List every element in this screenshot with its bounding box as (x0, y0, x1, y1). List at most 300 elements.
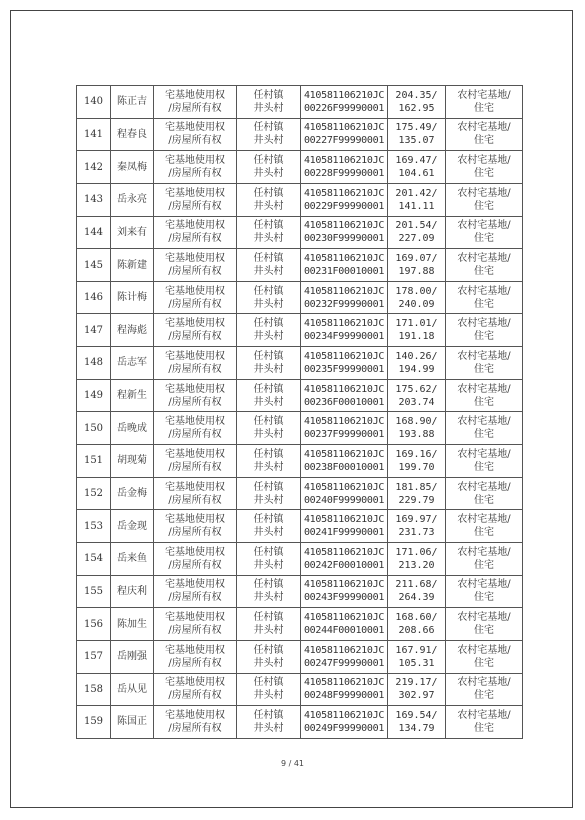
area-value-cell (388, 575, 446, 608)
unit-code-line-1: 410581106210JC (303, 253, 385, 265)
right-type-line-2: /房屋所有权 (168, 396, 222, 408)
unit-code-line-2: 00230F99990001 (303, 233, 385, 245)
unit-code-cell (301, 673, 388, 706)
table-row (77, 281, 523, 314)
land-use-line-1: 农村宅基地/ (457, 253, 511, 265)
location-line-1: 任村镇 (253, 318, 284, 330)
land-use-cell (446, 412, 523, 445)
unit-code-line-2: 00247F99990001 (303, 657, 385, 669)
owner-name: 岳永亮 (117, 194, 147, 206)
right-type-line-1: 宅基地使用权 (165, 579, 225, 591)
record-number-cell (77, 575, 111, 608)
owner-name: 程新生 (117, 390, 147, 402)
area-value-line-1: 168.90/ (395, 416, 438, 428)
unit-code-line-1: 410581106210JC (303, 285, 385, 297)
owner-name-cell (111, 510, 154, 543)
area-value-line-1: 211.68/ (395, 579, 438, 591)
land-use-line-1: 农村宅基地/ (457, 448, 511, 460)
land-use-cell (446, 183, 523, 216)
area-value-line-1: 169.47/ (395, 155, 438, 167)
location-cell (237, 640, 301, 673)
land-use-line-2: 住宅 (474, 168, 494, 180)
unit-code-line-2: 00241F99990001 (303, 527, 385, 539)
unit-code-cell (301, 706, 388, 739)
right-type-line-2: /房屋所有权 (168, 102, 222, 114)
record-number-cell (77, 510, 111, 543)
unit-code-line-1: 410581106210JC (303, 318, 385, 330)
land-use-line-2: 住宅 (474, 625, 494, 637)
location-line-2: 井头村 (253, 168, 284, 180)
right-type-cell (154, 640, 237, 673)
owner-name-cell (111, 314, 154, 347)
right-type-line-1: 宅基地使用权 (165, 318, 225, 330)
area-value-cell (388, 477, 446, 510)
record-number: 146 (83, 292, 104, 304)
location-line-2: 井头村 (253, 657, 284, 669)
unit-code-cell (301, 640, 388, 673)
area-value-line-2: 203.74 (398, 396, 435, 408)
area-value-line-2: 141.11 (398, 200, 435, 212)
right-type-line-1: 宅基地使用权 (165, 481, 225, 493)
land-use-cell (446, 118, 523, 151)
location-line-1: 任村镇 (253, 709, 284, 721)
right-type-line-2: /房屋所有权 (168, 527, 222, 539)
location-line-2: 井头村 (253, 200, 284, 212)
land-use-cell (446, 673, 523, 706)
right-type-cell (154, 445, 237, 478)
area-value-line-2: 264.39 (398, 592, 435, 604)
area-value-line-2: 302.97 (398, 690, 435, 702)
land-use-line-2: 住宅 (474, 200, 494, 212)
unit-code-cell (301, 118, 388, 151)
right-type-cell (154, 379, 237, 412)
unit-code-cell (301, 314, 388, 347)
unit-code-line-1: 410581106210JC (303, 187, 385, 199)
table-row (77, 445, 523, 478)
right-type-line-1: 宅基地使用权 (165, 644, 225, 656)
land-use-line-1: 农村宅基地/ (457, 285, 511, 297)
location-line-2: 井头村 (253, 494, 284, 506)
land-use-line-2: 住宅 (474, 527, 494, 539)
right-type-cell (154, 86, 237, 119)
record-number-cell (77, 379, 111, 412)
location-line-1: 任村镇 (253, 644, 284, 656)
location-cell (237, 216, 301, 249)
location-cell (237, 673, 301, 706)
location-line-2: 井头村 (253, 592, 284, 604)
area-value-cell (388, 445, 446, 478)
unit-code-line-2: 00234F99990001 (303, 331, 385, 343)
area-value-line-1: 175.49/ (395, 122, 438, 134)
record-number-cell (77, 445, 111, 478)
land-use-line-2: 住宅 (474, 429, 494, 441)
owner-name: 岳刚强 (117, 651, 147, 663)
owner-name-cell (111, 86, 154, 119)
location-cell (237, 575, 301, 608)
land-use-cell (446, 608, 523, 641)
location-line-1: 任村镇 (253, 579, 284, 591)
area-value-line-2: 104.61 (398, 168, 435, 180)
table-row (77, 314, 523, 347)
location-cell (237, 608, 301, 641)
record-number: 155 (83, 585, 104, 597)
table-row (77, 347, 523, 380)
record-number: 158 (83, 683, 104, 695)
area-value-line-2: 199.70 (398, 461, 435, 473)
area-value-cell (388, 183, 446, 216)
right-type-line-1: 宅基地使用权 (165, 350, 225, 362)
unit-code-line-2: 00229F99990001 (303, 200, 385, 212)
land-use-line-1: 农村宅基地/ (457, 677, 511, 689)
owner-name: 岳从见 (117, 683, 147, 695)
land-use-cell (446, 347, 523, 380)
record-number: 144 (83, 226, 104, 238)
location-cell (237, 86, 301, 119)
unit-code-line-1: 410581106210JC (303, 644, 385, 656)
area-value-cell (388, 216, 446, 249)
unit-code-line-2: 00240F99990001 (303, 494, 385, 506)
land-use-line-2: 住宅 (474, 592, 494, 604)
location-line-1: 任村镇 (253, 285, 284, 297)
area-value-line-1: 169.16/ (395, 448, 438, 460)
unit-code-cell (301, 412, 388, 445)
record-number-cell (77, 673, 111, 706)
record-number-cell (77, 314, 111, 347)
table-row (77, 412, 523, 445)
location-line-2: 井头村 (253, 461, 284, 473)
table-row (77, 706, 523, 739)
table-row (77, 216, 523, 249)
land-use-line-2: 住宅 (474, 559, 494, 571)
owner-name: 陈新建 (117, 259, 147, 271)
location-line-1: 任村镇 (253, 89, 284, 101)
location-line-2: 井头村 (253, 559, 284, 571)
record-number: 152 (83, 488, 104, 499)
location-cell (237, 542, 301, 575)
location-cell (237, 151, 301, 184)
area-value-line-2: 229.79 (398, 494, 435, 506)
unit-code-cell (301, 608, 388, 641)
owner-name: 岳金梅 (117, 488, 147, 499)
location-cell (237, 118, 301, 151)
area-value-cell (388, 608, 446, 641)
right-type-line-2: /房屋所有权 (168, 233, 222, 245)
area-value-line-2: 135.07 (398, 135, 435, 147)
land-use-line-2: 住宅 (474, 266, 494, 278)
right-type-line-1: 宅基地使用权 (165, 122, 225, 134)
location-line-2: 井头村 (253, 527, 284, 539)
unit-code-line-2: 00228F99990001 (303, 168, 385, 180)
owner-name-cell (111, 151, 154, 184)
owner-name-cell (111, 445, 154, 478)
page-number: 9 / 41 (280, 759, 305, 768)
record-number-cell (77, 216, 111, 249)
unit-code-line-1: 410581106210JC (303, 709, 385, 721)
right-type-line-2: /房屋所有权 (168, 135, 222, 147)
area-value-line-2: 231.73 (398, 527, 435, 539)
area-value-line-1: 168.60/ (395, 612, 438, 624)
area-value-cell (388, 151, 446, 184)
location-cell (237, 314, 301, 347)
location-cell (237, 477, 301, 510)
table-row (77, 575, 523, 608)
table-row (77, 640, 523, 673)
land-use-line-1: 农村宅基地/ (457, 350, 511, 362)
record-number-cell (77, 86, 111, 119)
right-type-line-1: 宅基地使用权 (165, 383, 225, 395)
area-value-line-1: 181.85/ (395, 481, 438, 493)
land-use-line-1: 农村宅基地/ (457, 579, 511, 591)
right-type-line-2: /房屋所有权 (168, 331, 222, 343)
owner-name-cell (111, 706, 154, 739)
land-use-line-2: 住宅 (474, 102, 494, 114)
owner-name: 程海彪 (117, 324, 147, 336)
unit-code-cell (301, 151, 388, 184)
record-number-cell (77, 608, 111, 641)
record-number-cell (77, 640, 111, 673)
record-number: 148 (83, 357, 104, 369)
right-type-cell (154, 281, 237, 314)
unit-code-cell (301, 445, 388, 478)
unit-code-line-2: 00237F99990001 (303, 429, 385, 441)
unit-code-cell (301, 183, 388, 216)
land-use-line-2: 住宅 (474, 690, 494, 702)
area-value-line-1: 201.54/ (395, 220, 438, 232)
area-value-line-2: 208.66 (398, 625, 435, 637)
location-cell (237, 183, 301, 216)
area-value-cell (388, 673, 446, 706)
location-line-1: 任村镇 (253, 677, 284, 689)
location-line-1: 任村镇 (253, 546, 284, 558)
location-line-2: 井头村 (253, 690, 284, 702)
owner-name: 胡现菊 (117, 455, 147, 467)
unit-code-cell (301, 542, 388, 575)
land-use-line-2: 住宅 (474, 396, 494, 408)
owner-name: 岳志军 (117, 357, 147, 369)
record-number: 141 (83, 128, 104, 140)
land-use-cell (446, 281, 523, 314)
owner-name-cell (111, 379, 154, 412)
right-type-line-1: 宅基地使用权 (165, 253, 225, 265)
unit-code-line-2: 00238F00010001 (303, 461, 385, 473)
land-use-line-2: 住宅 (474, 331, 494, 343)
table-row (77, 477, 523, 510)
owner-name: 程春良 (117, 128, 147, 140)
location-line-2: 井头村 (253, 233, 284, 245)
land-use-line-1: 农村宅基地/ (457, 122, 511, 134)
owner-name-cell (111, 412, 154, 445)
right-type-line-1: 宅基地使用权 (165, 514, 225, 526)
land-use-line-1: 农村宅基地/ (457, 89, 511, 101)
location-line-1: 任村镇 (253, 612, 284, 624)
unit-code-line-2: 00226F99990001 (303, 102, 385, 114)
location-line-2: 井头村 (253, 102, 284, 114)
right-type-line-1: 宅基地使用权 (165, 89, 225, 101)
location-line-1: 任村镇 (253, 448, 284, 460)
area-value-cell (388, 86, 446, 119)
owner-name: 陈国正 (117, 716, 147, 728)
unit-code-line-1: 410581106210JC (303, 448, 385, 460)
owner-name: 岳晚成 (117, 422, 147, 434)
right-type-cell (154, 347, 237, 380)
record-number-cell (77, 347, 111, 380)
right-type-line-1: 宅基地使用权 (165, 285, 225, 297)
area-value-line-2: 105.31 (398, 657, 435, 669)
location-cell (237, 379, 301, 412)
location-line-1: 任村镇 (253, 122, 284, 134)
land-use-line-1: 农村宅基地/ (457, 383, 511, 395)
unit-code-line-1: 410581106210JC (303, 546, 385, 558)
table-row (77, 249, 523, 282)
location-cell (237, 347, 301, 380)
area-value-line-2: 194.99 (398, 363, 435, 375)
land-use-line-2: 住宅 (474, 461, 494, 473)
table-row (77, 183, 523, 216)
right-type-cell (154, 575, 237, 608)
record-number-cell (77, 477, 111, 510)
right-type-line-2: /房屋所有权 (168, 429, 222, 441)
right-type-line-2: /房屋所有权 (168, 559, 222, 571)
unit-code-cell (301, 86, 388, 119)
record-number: 143 (83, 194, 104, 206)
area-value-line-2: 213.20 (398, 559, 435, 571)
unit-code-line-2: 00236F00010001 (303, 396, 385, 408)
owner-name: 陈正吉 (117, 96, 147, 108)
owner-name-cell (111, 673, 154, 706)
owner-name-cell (111, 347, 154, 380)
owner-name: 陈加生 (117, 618, 147, 630)
right-type-line-2: /房屋所有权 (168, 168, 222, 180)
record-number: 145 (83, 259, 104, 271)
area-value-line-2: 193.88 (398, 429, 435, 441)
location-cell (237, 445, 301, 478)
unit-code-cell (301, 216, 388, 249)
unit-code-line-1: 410581106210JC (303, 155, 385, 167)
owner-name-cell (111, 575, 154, 608)
record-number: 154 (83, 553, 104, 565)
unit-code-cell (301, 510, 388, 543)
owner-name-cell (111, 608, 154, 641)
location-cell (237, 412, 301, 445)
land-use-cell (446, 510, 523, 543)
land-use-cell (446, 314, 523, 347)
area-value-cell (388, 379, 446, 412)
record-number-cell (77, 281, 111, 314)
location-line-2: 井头村 (253, 298, 284, 310)
record-number-cell (77, 412, 111, 445)
record-number-cell (77, 249, 111, 282)
unit-code-line-1: 410581106210JC (303, 220, 385, 232)
location-line-1: 任村镇 (253, 514, 284, 526)
land-use-cell (446, 216, 523, 249)
land-use-line-1: 农村宅基地/ (457, 155, 511, 167)
unit-code-line-2: 00242F00010001 (303, 559, 385, 571)
area-value-cell (388, 412, 446, 445)
owner-name: 陈计梅 (117, 292, 147, 304)
record-number-cell (77, 151, 111, 184)
record-number-cell (77, 183, 111, 216)
right-type-cell (154, 151, 237, 184)
land-use-line-1: 农村宅基地/ (457, 709, 511, 721)
record-number-cell (77, 706, 111, 739)
right-type-line-2: /房屋所有权 (168, 494, 222, 506)
record-number-cell (77, 118, 111, 151)
land-use-cell (446, 249, 523, 282)
area-value-line-2: 240.09 (398, 298, 435, 310)
unit-code-line-2: 00243F99990001 (303, 592, 385, 604)
record-number: 159 (83, 716, 104, 728)
owner-name-cell (111, 281, 154, 314)
right-type-line-1: 宅基地使用权 (165, 709, 225, 721)
location-line-1: 任村镇 (253, 155, 284, 167)
land-use-line-2: 住宅 (474, 363, 494, 375)
right-type-line-2: /房屋所有权 (168, 266, 222, 278)
unit-code-line-1: 410581106210JC (303, 481, 385, 493)
location-cell (237, 249, 301, 282)
land-use-cell (446, 86, 523, 119)
right-type-line-2: /房屋所有权 (168, 461, 222, 473)
unit-code-line-1: 410581106210JC (303, 579, 385, 591)
area-value-line-2: 197.88 (398, 266, 435, 278)
area-value-line-2: 227.09 (398, 233, 435, 245)
area-value-cell (388, 347, 446, 380)
area-value-line-2: 191.18 (398, 331, 435, 343)
owner-name-cell (111, 118, 154, 151)
right-type-cell (154, 118, 237, 151)
land-use-cell (446, 477, 523, 510)
location-line-2: 井头村 (253, 266, 284, 278)
right-type-line-1: 宅基地使用权 (165, 448, 225, 460)
right-type-cell (154, 183, 237, 216)
right-type-line-2: /房屋所有权 (168, 690, 222, 702)
right-type-line-1: 宅基地使用权 (165, 155, 225, 167)
location-line-2: 井头村 (253, 363, 284, 375)
right-type-line-1: 宅基地使用权 (165, 612, 225, 624)
location-line-2: 井头村 (253, 722, 284, 734)
area-value-line-1: 204.35/ (395, 89, 438, 101)
right-type-cell (154, 314, 237, 347)
unit-code-cell (301, 379, 388, 412)
area-value-cell (388, 542, 446, 575)
record-number: 156 (83, 618, 104, 630)
right-type-line-1: 宅基地使用权 (165, 220, 225, 232)
location-cell (237, 510, 301, 543)
unit-code-cell (301, 477, 388, 510)
unit-code-line-2: 00249F99990001 (303, 722, 385, 734)
right-type-line-1: 宅基地使用权 (165, 416, 225, 428)
registry-table (76, 85, 523, 739)
area-value-line-2: 134.79 (398, 722, 435, 734)
owner-name-cell (111, 542, 154, 575)
unit-code-line-2: 00232F99990001 (303, 298, 385, 310)
land-use-cell (446, 379, 523, 412)
right-type-line-2: /房屋所有权 (168, 363, 222, 375)
right-type-cell (154, 608, 237, 641)
location-cell (237, 281, 301, 314)
location-line-2: 井头村 (253, 625, 284, 637)
table-row (77, 86, 523, 119)
area-value-cell (388, 281, 446, 314)
owner-name: 程庆利 (117, 585, 147, 597)
land-use-cell (446, 151, 523, 184)
location-line-2: 井头村 (253, 135, 284, 147)
location-line-1: 任村镇 (253, 253, 284, 265)
right-type-line-1: 宅基地使用权 (165, 677, 225, 689)
area-value-line-1: 169.97/ (395, 514, 438, 526)
land-use-line-1: 农村宅基地/ (457, 514, 511, 526)
table-row (77, 673, 523, 706)
record-number: 140 (83, 96, 104, 108)
